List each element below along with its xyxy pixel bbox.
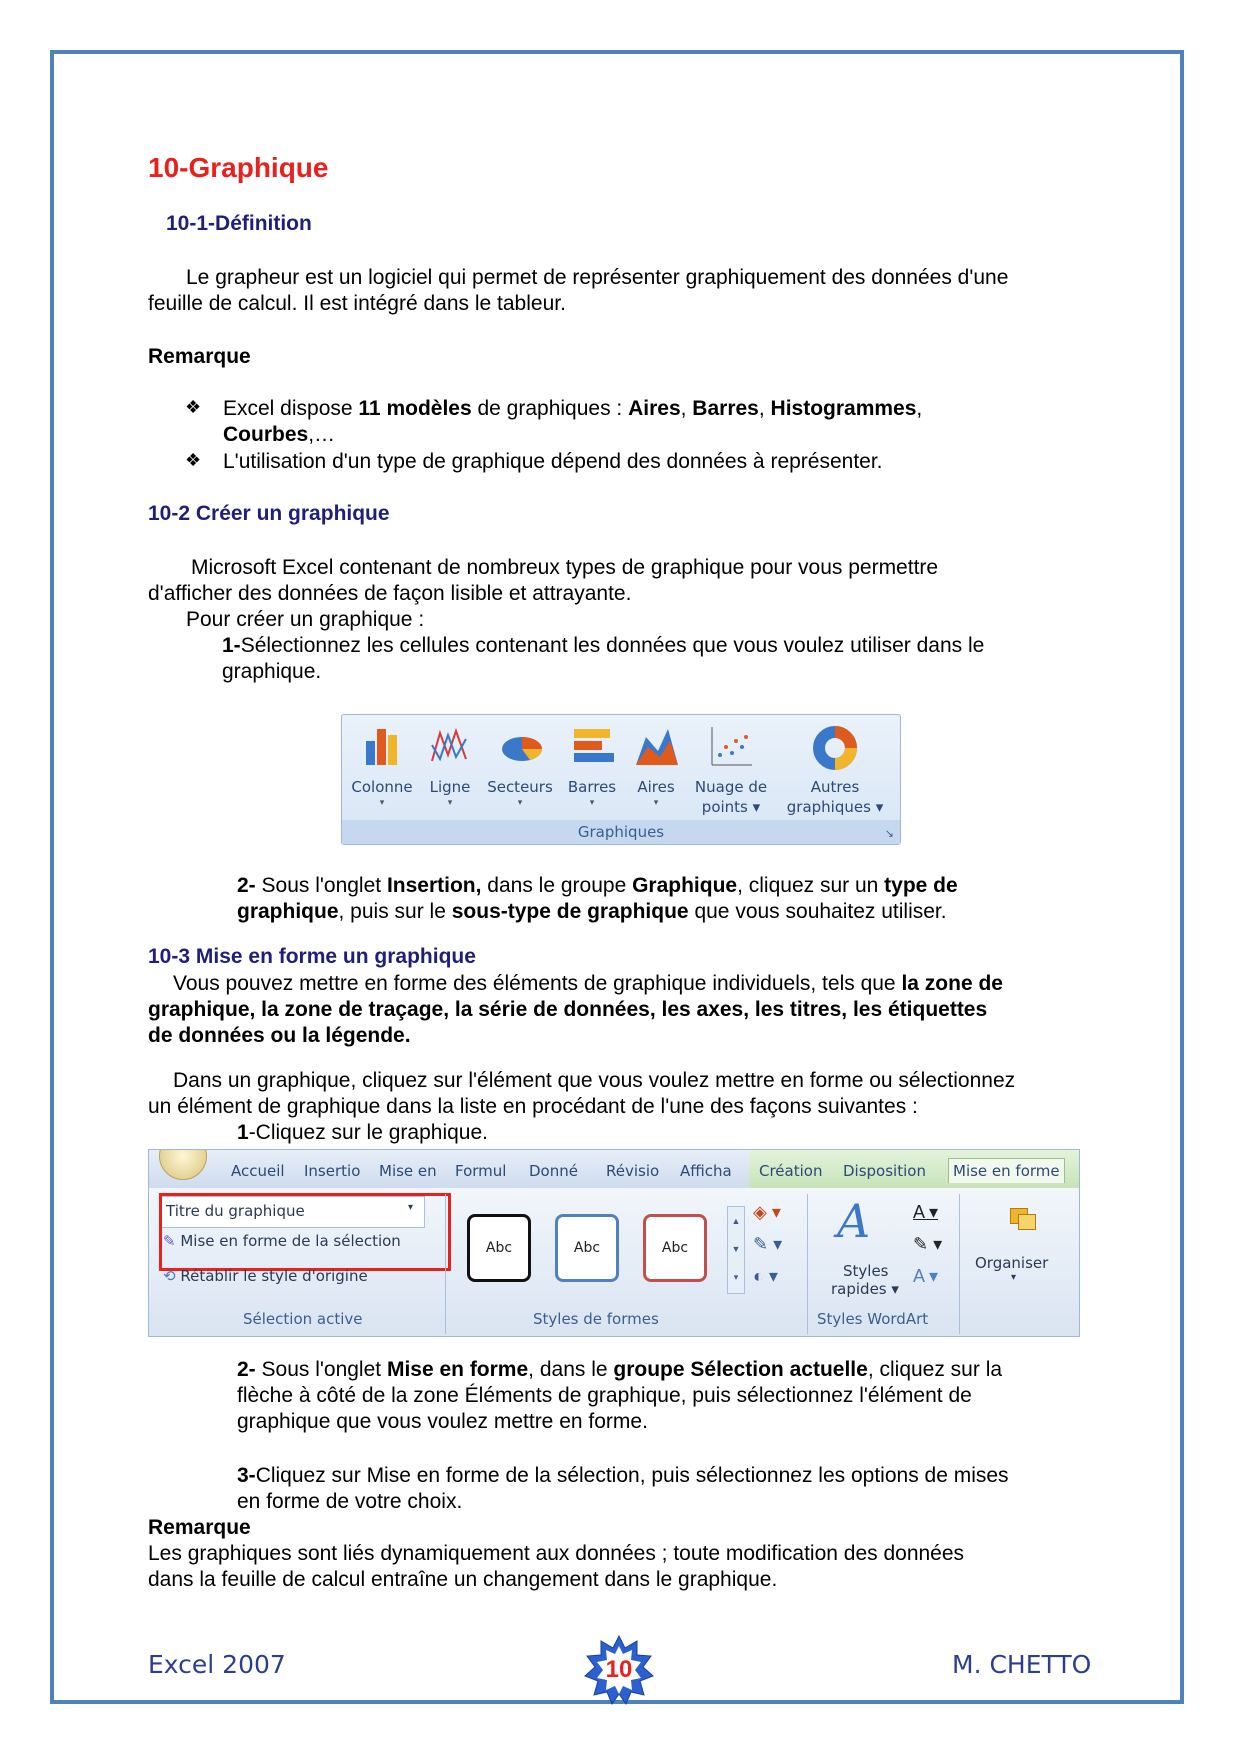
column-chart-button[interactable]: Colonne ▾ (348, 715, 416, 809)
group-label-shape-styles: Styles de formes (533, 1310, 659, 1328)
reset-style-button[interactable]: ⟲ Rétablir le style d'origine (163, 1267, 368, 1285)
s3-paragraph-1: Vous pouvez mettre en forme des éléments de graphique individuels, tels que la zone de graphique, la zone de traçage, la série de données, les axes, les titres, les étiquettes de données ou la légende. (148, 972, 1003, 1047)
s2-paragraph-line1: Microsoft Excel contenant de nombreux types de graphique pour vous permettre (191, 556, 939, 579)
format-ribbon (148, 1149, 1080, 1337)
doughnut-chart-icon (812, 725, 858, 771)
bullet-1: Excel dispose 11 modèles de graphiques : Aires, Barres, Histogrammes, Courbes,… (223, 397, 923, 446)
dialog-launcher-icon[interactable]: ↘ (884, 828, 894, 840)
quick-styles-label-1[interactable]: Styles (843, 1262, 889, 1280)
group-separator (807, 1194, 808, 1334)
tab-donnees[interactable]: Donné (529, 1162, 578, 1180)
chevron-down-icon: ▾ (408, 1202, 414, 1213)
group-separator (959, 1194, 960, 1334)
diamond-bullet-icon: ❖ (185, 397, 202, 417)
section-1-title: 10-1-Définition (166, 212, 312, 235)
line-chart-button[interactable]: Ligne ▾ (422, 715, 478, 809)
s1-paragraph-line1: Le grapheur est un logiciel qui permet de représenter graphiquement des données d'une (186, 266, 1009, 289)
page-number-badge (583, 1634, 655, 1706)
other-charts-button[interactable]: Autres graphiques ▾ (780, 715, 890, 817)
format-selection-button[interactable]: ✎ Mise en forme de la sélection (163, 1232, 401, 1250)
s1-paragraph-line2: feuille de calcul. Il est intégré dans le tableur. (148, 292, 566, 315)
tab-mise-en-page[interactable]: Mise en (379, 1162, 437, 1180)
area-chart-icon (634, 725, 680, 767)
quick-styles-icon: A (837, 1194, 871, 1248)
tab-accueil[interactable]: Accueil (231, 1162, 285, 1180)
bar-chart-icon (572, 725, 616, 767)
s3-step-2: 2- Sous l'onglet Mise en forme, dans le groupe Sélection actuelle, cliquez sur la flèche à côté de la zone Éléments de graphique, puis sélectionnez l'élément de graphique que vous voulez mettre en forme. (237, 1358, 1003, 1433)
line-chart-icon (430, 725, 470, 767)
arrange-icon (1006, 1204, 1040, 1234)
page-title: 10-Graphique (148, 152, 329, 183)
tab-disposition[interactable]: Disposition (843, 1162, 926, 1180)
bar-chart-button[interactable]: Barres ▾ (562, 715, 622, 809)
section-2-title: 10-2 Créer un graphique (148, 502, 390, 525)
remark-heading-1: Remarque (148, 345, 251, 368)
highlight-box (159, 1193, 451, 1271)
shape-style-black[interactable]: Abc (467, 1214, 531, 1282)
tab-insertion[interactable]: Insertio (304, 1162, 361, 1180)
charts-ribbon-group (341, 714, 901, 845)
s2-paragraph-line3: Pour créer un graphique : (186, 608, 425, 631)
tab-affichage[interactable]: Afficha (680, 1162, 732, 1180)
footer-left: Excel 2007 (148, 1650, 286, 1679)
charts-group-label: Graphiques (342, 820, 900, 844)
page-number: 10 (605, 1656, 633, 1683)
diamond-bullet-icon: ❖ (185, 450, 202, 470)
pie-chart-icon (500, 725, 544, 767)
text-fill-icon[interactable]: A ▾ (913, 1202, 939, 1222)
chevron-down-icon: ▾ (1011, 1272, 1017, 1283)
shape-effects-icon[interactable]: ◐ ▾ (753, 1266, 778, 1286)
s3-step-1: 1-Cliquez sur le graphique. (237, 1121, 488, 1144)
section-3-title: 10-3 Mise en forme un graphique (148, 945, 476, 968)
pie-chart-button[interactable]: Secteurs ▾ (482, 715, 558, 809)
styles-scrollbar[interactable]: ▲ ▼ ▾ (727, 1206, 745, 1294)
scatter-chart-icon (710, 725, 754, 767)
s2-step-1: 1-Sélectionnez les cellules contenant les données que vous voulez utiliser dans le graphique. (222, 634, 985, 683)
format-brush-icon: ✎ (163, 1232, 176, 1250)
remark-heading-2: Remarque (148, 1516, 251, 1539)
s2-paragraph-line2: d'afficher des données de façon lisible et attrayante. (148, 582, 632, 605)
footer-right: M. CHETTO (952, 1650, 1092, 1679)
tab-creation[interactable]: Création (759, 1162, 823, 1180)
shape-style-blue[interactable]: Abc (555, 1214, 619, 1282)
bullet-2: L'utilisation d'un type de graphique dépend des données à représenter. (223, 450, 883, 473)
arrange-button[interactable]: Organiser (975, 1254, 1049, 1272)
s2-step-2: 2- Sous l'onglet Insertion, dans le groupe Graphique, cliquez sur un type de graphique, puis sur le sous-type de graphique que vous souhaitez utiliser. (237, 874, 958, 923)
remark-2-text: Les graphiques sont liés dynamiquement aux données ; toute modification des données dans la feuille de calcul entraîne un changement dans le graphique. (148, 1542, 965, 1591)
text-effects-icon[interactable]: A ▾ (913, 1266, 939, 1286)
group-label-wordart: Styles WordArt (817, 1310, 929, 1328)
tab-revision[interactable]: Révisio (606, 1162, 660, 1180)
shape-outline-icon[interactable]: ✎ ▾ (753, 1234, 783, 1254)
scatter-chart-button[interactable]: Nuage de points ▾ (688, 715, 774, 817)
column-chart-icon (364, 725, 400, 767)
s3-paragraph-2: Dans un graphique, cliquez sur l'élément que vous voulez mettre en forme ou sélectionnez un élément de graphique dans la liste en procédant de l'une des façons suivantes : (148, 1069, 1016, 1118)
chart-elements-dropdown[interactable]: Titre du graphique ▾ (159, 1196, 425, 1228)
reset-style-icon: ⟲ (163, 1267, 176, 1285)
tab-mise-en-forme[interactable]: Mise en forme (948, 1158, 1065, 1183)
group-separator (445, 1194, 446, 1334)
group-label-selection: Sélection active (243, 1310, 363, 1328)
shape-fill-icon[interactable]: ◈ ▾ (753, 1202, 781, 1222)
text-outline-icon[interactable]: ✎ ▾ (913, 1234, 943, 1254)
quick-styles-label-2[interactable]: rapides ▾ (831, 1280, 899, 1298)
s3-step-3: 3-Cliquez sur Mise en forme de la sélection, puis sélectionnez les options de mises en forme de votre choix. (237, 1464, 1009, 1513)
shape-style-red[interactable]: Abc (643, 1214, 707, 1282)
area-chart-button[interactable]: Aires ▾ (630, 715, 682, 809)
tab-formules[interactable]: Formul (455, 1162, 507, 1180)
